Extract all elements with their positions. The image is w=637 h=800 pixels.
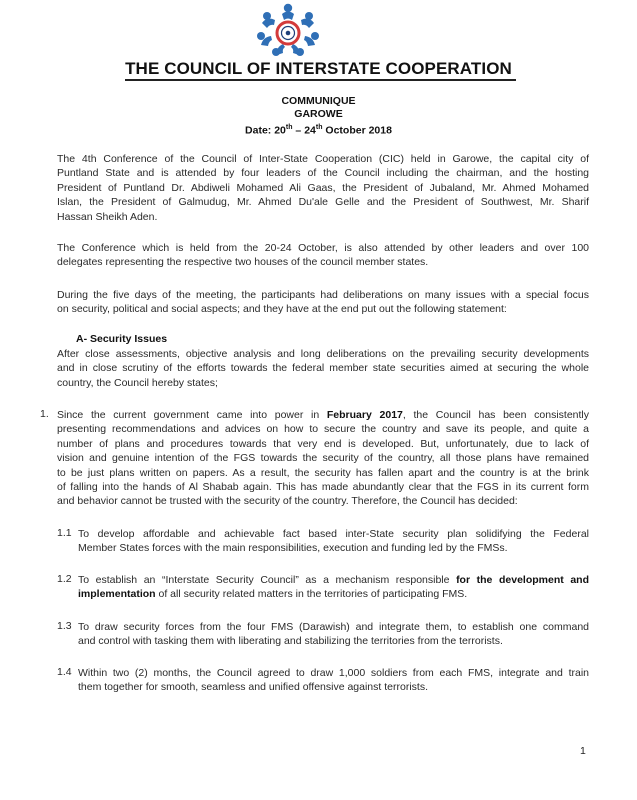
text-line: delegates representing the respective two houses of the council member states. — [57, 256, 429, 269]
date-heading: Date: 20th – 24th October 2018 — [245, 124, 392, 137]
section-heading-security: A- Security Issues — [76, 333, 168, 345]
item-number: 1. — [40, 408, 49, 420]
security-intro-paragraph — [57, 347, 589, 390]
title-underline — [125, 79, 516, 81]
text-line: implementation of all security related matters in the territories of participating FMS. — [78, 588, 468, 601]
text-line: country, the Council hereby states; — [57, 376, 218, 389]
text-line: During the five days of the meeting, the participants had deliberations on many issues with a special focus — [57, 289, 589, 301]
text-line: vision and genuine intention of the FGS towards the security of the country, all those plans have remained — [57, 452, 589, 465]
text-line: The Conference which is held from the 20-24 October, is also attended by other leaders and over 100 — [57, 242, 589, 254]
subitem-number: 1.4 — [57, 666, 72, 678]
council-logo — [249, 0, 327, 62]
text-line: The 4th Conference of the Council of Inter-State Cooperation (CIC) held in Garowe, the capital city of — [57, 153, 589, 165]
text-line: Islan, the President of Galmudug, Mr. Ahmed Du'ale Gelle and the President of Southwest, Mr. Sharif — [57, 196, 589, 209]
subitem-number: 1.2 — [57, 573, 72, 585]
subitem-number: 1.3 — [57, 620, 72, 632]
intro-paragraph-2 — [57, 241, 589, 270]
text-line: Hassan Sheikh Aden. — [57, 210, 158, 223]
location-heading: GAROWE — [294, 108, 343, 120]
text-line: on security, political and social aspects; and they have at the end put out the following statement: — [57, 303, 507, 316]
subitem-number: 1.1 — [57, 527, 72, 539]
text-line: To establish an “Interstate Security Council” as a mechanism responsible for the development and — [78, 574, 589, 586]
document-title: THE COUNCIL OF INTERSTATE COOPERATION — [125, 59, 512, 78]
text-line: presenting recommendations and advices on how to secure the country and save its people, and quite a — [57, 423, 589, 436]
subitem-1-3 — [78, 620, 589, 649]
page-number: 1 — [580, 745, 586, 757]
text-line: to be just plans written on papers. As a result, the security has fallen apart and the country is at the brink — [57, 466, 589, 479]
text-line: To draw security forces from the four FMS (Darawish) and integrate them, to establish one command — [78, 621, 589, 633]
text-line: Puntland State and is attended by four leaders of the Council including the chairman, and the hosting — [57, 167, 589, 180]
text-line: To develop affordable and achievable fact based inter-State security plan solidifying the Federal — [78, 528, 589, 540]
text-line: them together for smooth, seamless and unified offensive against terrorists. — [78, 681, 428, 694]
intro-paragraph-3 — [57, 288, 589, 317]
text-line: number of plans and procedures towards that very end is developed. But, unfortunately, due to lack of — [57, 437, 589, 450]
text-line: and in close scrutiny of the efforts towards the federal member state securities aimed at securing the whole — [57, 362, 589, 375]
item-1-paragraph — [57, 408, 589, 509]
text-line: Since the current government came into power in February 2017, the Council has been consistently — [57, 409, 589, 421]
text-line: After close assessments, objective analysis and long deliberations on the prevailing security developments — [57, 348, 589, 360]
communique-heading: COMMUNIQUE — [281, 95, 356, 107]
text-line: of falling into the hands of Al Shabab again. This has made abundantly clear that the FGS in its current form — [57, 481, 589, 494]
text-line: Within two (2) months, the Council agreed to draw 1,000 soldiers from each FMS, integrate and train — [78, 667, 589, 679]
text-line: President of Puntland Dr. Abdiweli Mohamed Ali Gaas, the President of Jubaland, Mr. Ahmed Mohamed — [57, 181, 589, 194]
subitem-1-2 — [78, 573, 589, 602]
text-line: Member States forces with the main responsibilities, execution and funding led by the FMSs. — [78, 542, 508, 555]
subitem-1-4 — [78, 666, 589, 695]
intro-paragraph-1 — [57, 152, 589, 224]
text-line: and behavior cannot be trusted with the security of the country. Therefore, the Council has decided: — [57, 495, 518, 508]
text-line: and control with tasking them with liberating and stabilizing the territories from the terrorists. — [78, 635, 503, 648]
subitem-1-1 — [78, 527, 589, 556]
